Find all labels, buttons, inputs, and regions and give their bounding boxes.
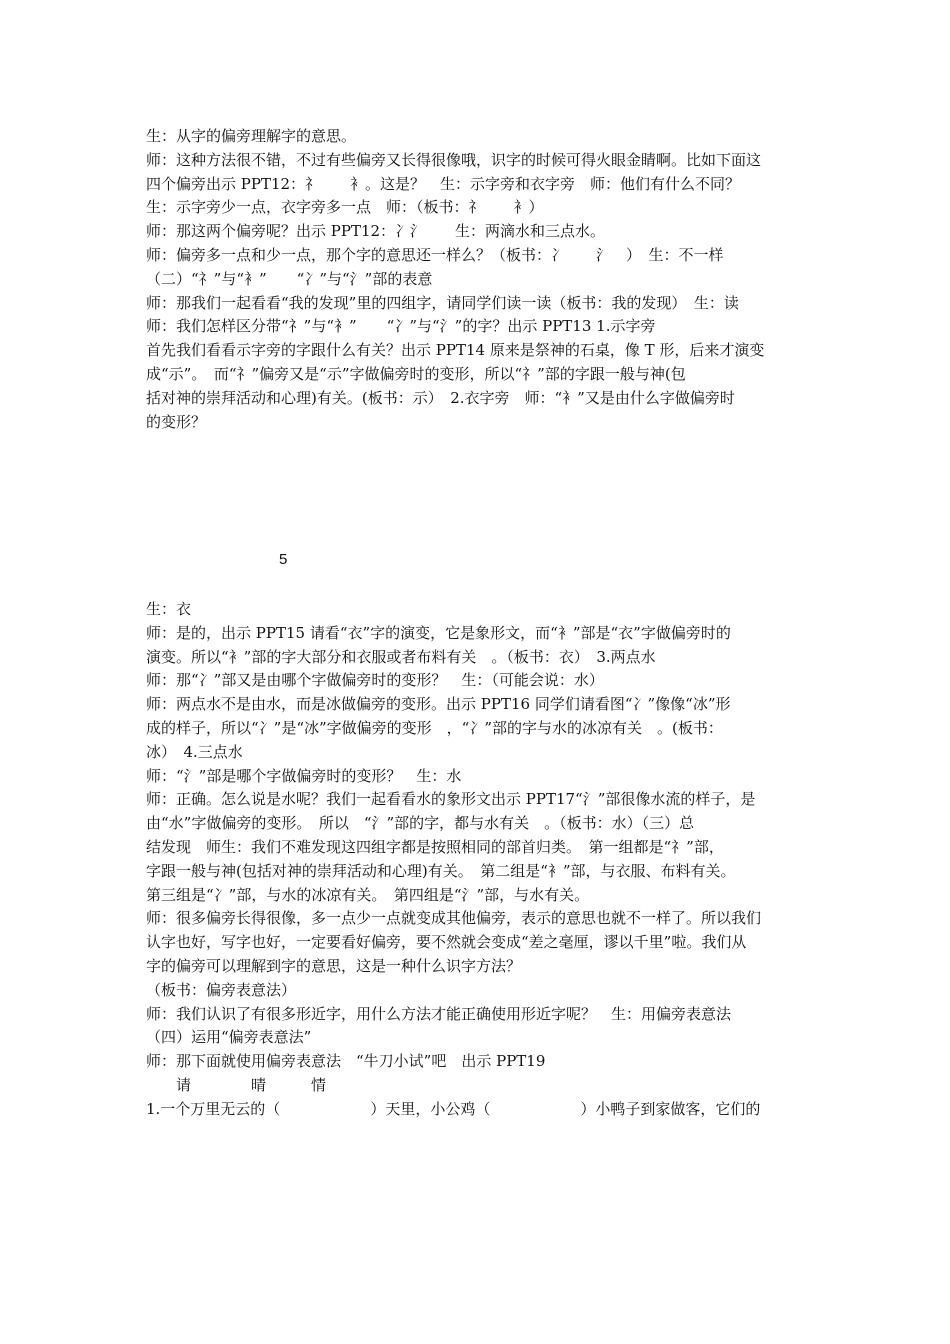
text-line: 首先我们看看示字旁的字跟什么有关？出示 PPT14 原来是祭神的石桌，像 T 形，后来才演变 [146,341,765,360]
board-note: （板书：偏旁表意法） [146,980,297,999]
text-block-upper [146,125,814,434]
exercise-line: 1.一个万里无云的（ ）天里，小公鸡（ ）小鸭子到家做客，它们的 [146,1099,761,1118]
text-line: 师：那“冫”部又是由哪个字做偏旁时的变形？ 生：（可能会说：水） [146,671,604,690]
text-line: 由“水”字做偏旁的变形。 所以 “氵”部的字，都与水有关 。（板书：水）（三）总 [146,814,695,833]
text-line: 结发现 师生：我们不难发现这四组字都是按照相同的部首归类。 第一组都是“礻”部， [146,837,724,856]
text-line: 成的样子，所以“冫”是“冰”字做偏旁的变形 ，“冫”部的字与水的冰凉有关 。(板书： [146,718,723,737]
page-number: 5 [279,551,288,568]
text-line: 字跟一般与神(包括对神的崇拜活动和心理)有关。 第二组是“衤”部，与衣服、布料有关。 [146,861,736,880]
text-line: 师：偏旁多一点和少一点，那个字的意思还一样么？（板书：冫 氵 ） 生：不一样 [146,245,724,264]
text-line: 成“示”。 而“礻”偏旁又是“示”字做偏旁时的变形，所以“礻”部的字跟一般与神(包 [146,364,686,383]
text-line: 师：“氵”部是哪个字做偏旁时的变形？ 生：水 [146,766,462,785]
text-line: 演变。所以“衤”部的字大部分和衣服或者布料有关 。（板书：衣） 3.两点水 [146,647,656,666]
text-block-lower [146,598,814,1122]
text-line: 生：衣 [146,600,192,618]
text-line: 师：正确。怎么说是水呢？我们一起看看水的象形文出示 PPT17“氵”部很像水流的样子，是 [146,790,756,809]
text-line: 括对神的崇拜活动和心理)有关。(板书：示） 2.衣字旁 师：“衤”又是由什么字做偏旁时 [146,388,735,407]
word-options: 请 晴 情 [146,1075,327,1094]
text-line: 第三组是“冫”部，与水的冰凉有关。 第四组是“氵”部，与水有关。 [146,885,590,904]
text-line: 认字也好，写字也好，一定要看好偏旁，要不然就会变成“差之毫厘，谬以千里”啦。我们从 [146,933,747,952]
text-line: 四个偏旁出示 PPT12：礻 衤。这是？ 生：示字旁和衣字旁 师：他们有什么不同？ [146,174,741,193]
text-line: 师：两点水不是由水，而是冰做偏旁的变形。出示 PPT16 同学们请看图“冫”像像“冰”形 [146,695,731,714]
text-line: 师：是的，出示 PPT15 请看“衣”字的演变，它是象形文，而“衤”部是“衣”字做偏旁时的 [146,623,731,642]
text-line: 师：很多偏旁长得很像，多一点少一点就变成其他偏旁，表示的意思也就不一样了。所以我们 [146,909,762,928]
text-line: 的变形？ [146,412,207,431]
text-line: 师：我们怎样区分带“礻”与“衤” “冫”与“氵”的字？出示 PPT13 1.示字旁 [146,317,656,336]
section-heading: （二）“礻”与“衤” “冫”与“氵”部的表意 [146,269,433,288]
text-line: 生：从字的偏旁理解字的意思。 [146,127,357,145]
text-line: 师：那下面就使用偏旁表意法 “牛刀小试”吧 出示 PPT19 [146,1052,546,1071]
text-line: 生：示字旁少一点，衣字旁多一点 师：（板书：礻 衤） [146,198,544,217]
text-line: 师：那这两个偏旁呢？出示 PPT12：冫氵 生：两滴水和三点水。 [146,222,606,241]
text-line: 冰） 4.三点水 [146,742,243,761]
text-line: 师：这种方法很不错，不过有些偏旁又长得很像哦，识字的时候可得火眼金睛啊。比如下面这 [146,150,762,169]
section-heading: （四）运用“偏旁表意法” [146,1028,312,1047]
text-line: 师：我们认识了有很多形近字，用什么方法才能正确使用形近字呢？ 生：用偏旁表意法 [146,1004,732,1023]
text-line: 字的偏旁可以理解到字的意思，这是一种什么识字方法？ [146,956,522,975]
text-line: 师：那我们一起看看“我的发现”里的四组字，请同学们读一读（板书：我的发现） 生：读 [146,293,739,312]
